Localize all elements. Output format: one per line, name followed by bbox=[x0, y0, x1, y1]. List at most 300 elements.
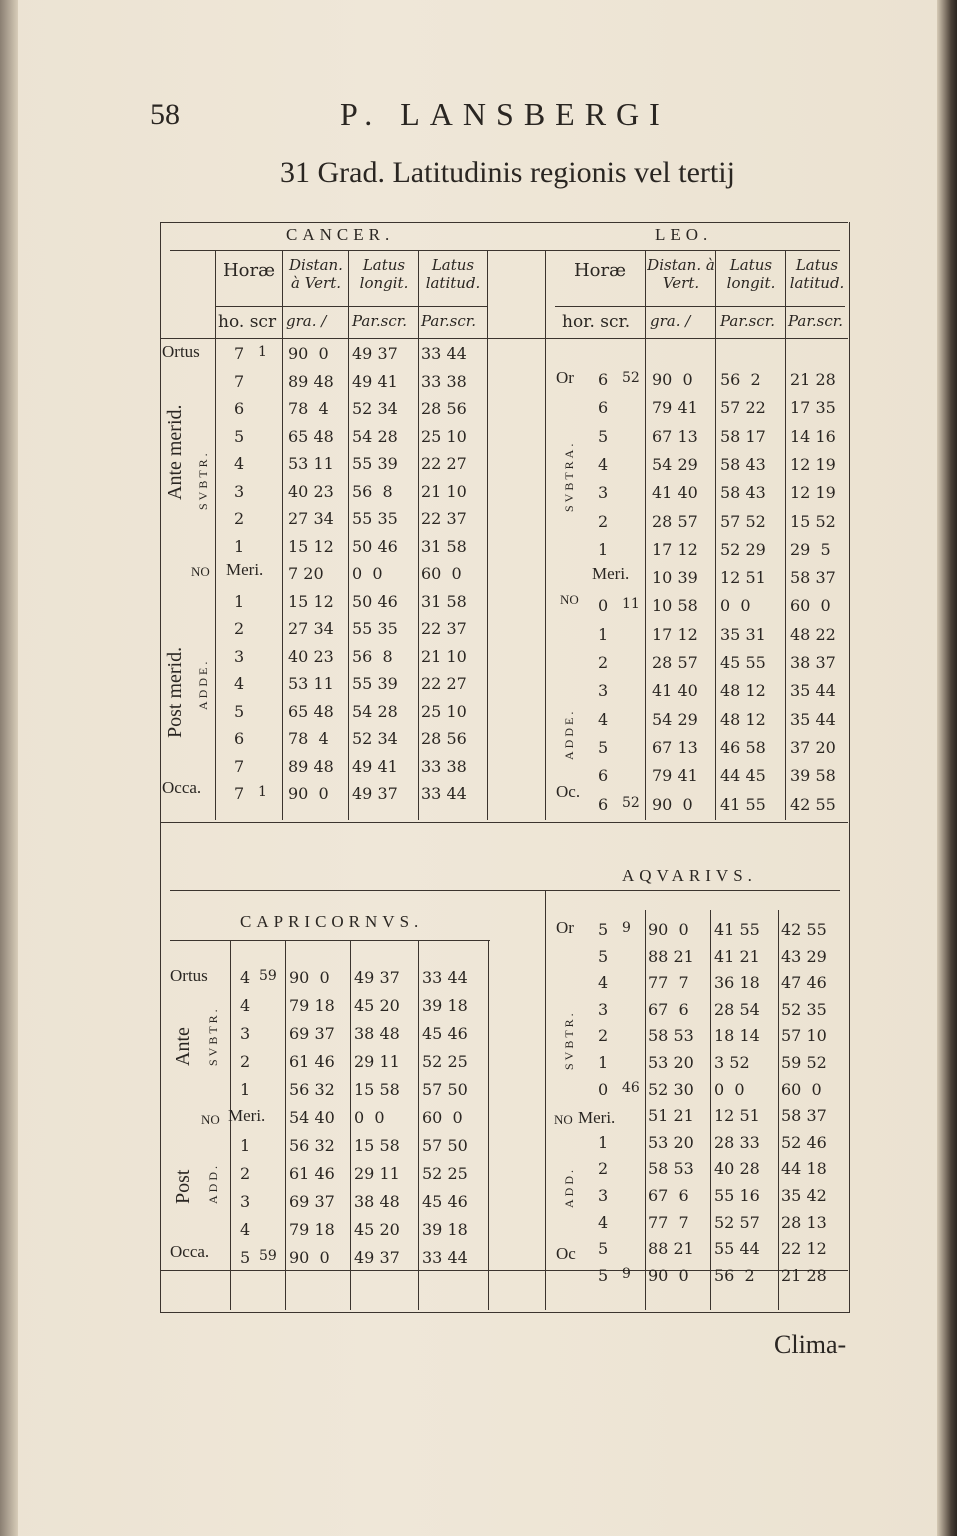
unit-par: Par.scr. bbox=[421, 312, 477, 330]
capricornus-cell: 49 37 bbox=[354, 1248, 400, 1267]
capricornus-cell: 15 58 bbox=[354, 1136, 400, 1155]
rule bbox=[785, 250, 786, 820]
aquarius-cell: 22 12 bbox=[781, 1239, 827, 1259]
leo-cell: 2 bbox=[598, 511, 609, 531]
capricornus-cell: 3 bbox=[240, 1192, 251, 1211]
capricornus-cell: 4 bbox=[240, 968, 251, 987]
label-meri: Meri. bbox=[578, 1108, 616, 1127]
rule bbox=[545, 890, 546, 1310]
aquarius-cell: 77 7 bbox=[648, 973, 689, 993]
cancer-cell: 52 34 bbox=[352, 399, 398, 418]
capricornus-cell: 1 bbox=[240, 1136, 251, 1155]
aquarius-cell: 55 16 bbox=[714, 1186, 760, 1205]
rule bbox=[215, 306, 487, 307]
capricornus-cell: 90 0 bbox=[289, 968, 330, 987]
cancer-cell: 21 10 bbox=[421, 481, 467, 501]
leo-cell: 41 40 bbox=[652, 681, 698, 701]
leo-cell: 17 12 bbox=[652, 539, 698, 559]
leo-cell: 10 58 bbox=[652, 596, 698, 616]
aquarius-cell: 52 46 bbox=[781, 1132, 827, 1152]
capricornus-cell: 49 37 bbox=[354, 968, 400, 987]
aquarius-cell: 44 18 bbox=[781, 1159, 827, 1179]
unit-par: Par.scr. bbox=[788, 312, 844, 330]
capricornus-cell: 79 18 bbox=[289, 996, 335, 1015]
label-oc: Oc bbox=[556, 1244, 576, 1263]
aquarius-cell: 12 51 bbox=[714, 1106, 760, 1126]
rule bbox=[488, 940, 489, 1310]
cancer-cell: 27 34 bbox=[288, 619, 334, 638]
rule bbox=[170, 940, 490, 941]
aquarius-cell: 0 0 bbox=[714, 1079, 745, 1099]
aquarius-cell: 88 21 bbox=[648, 946, 694, 966]
cancer-cell: 40 23 bbox=[288, 646, 334, 666]
cancer-cell: 2 bbox=[234, 509, 245, 528]
cancer-cell: 55 39 bbox=[352, 674, 398, 693]
label-meri: Meri. bbox=[228, 1106, 266, 1125]
label-meri: Meri. bbox=[226, 560, 264, 579]
leo-cell: 58 43 bbox=[720, 483, 766, 503]
leo-cell: 5 bbox=[598, 426, 609, 446]
rule bbox=[555, 306, 845, 307]
leo-cell: 37 20 bbox=[790, 737, 836, 757]
cancer-cell: 89 48 bbox=[288, 371, 334, 391]
leo-cell: 10 39 bbox=[652, 568, 698, 588]
cancer-cell: 55 35 bbox=[352, 619, 398, 638]
cancer-cell: 7 bbox=[234, 784, 245, 803]
aquarius-cell: 59 52 bbox=[781, 1053, 827, 1072]
cancer-cell: 15 12 bbox=[288, 591, 334, 611]
table-title: 31 Grad. Latitudinis regionis vel tertij bbox=[280, 156, 735, 189]
rule bbox=[418, 940, 419, 1310]
cancer-cell: 65 48 bbox=[288, 701, 334, 721]
col-horae: Horæ bbox=[222, 260, 276, 281]
col-horae: Horæ bbox=[573, 260, 627, 281]
label-or: Or bbox=[556, 368, 574, 387]
label-occa: Occa. bbox=[170, 1242, 210, 1261]
capricornus-cell: 2 bbox=[240, 1052, 251, 1071]
rule bbox=[170, 890, 840, 891]
capricornus-cell: 5 bbox=[240, 1248, 251, 1267]
cancer-cell: 60 0 bbox=[421, 564, 462, 583]
leo-cell: 41 40 bbox=[652, 483, 698, 503]
col-longit: Latus longit. bbox=[726, 256, 776, 292]
aquarius-cell: 1 bbox=[598, 1132, 609, 1152]
leo-cell: 54 29 bbox=[652, 709, 698, 729]
aquarius-cell: 46 bbox=[622, 1079, 640, 1096]
capricornus-cell: 45 20 bbox=[354, 996, 400, 1015]
cancer-cell: 54 28 bbox=[352, 701, 398, 721]
capricornus-cell: 79 18 bbox=[289, 1220, 335, 1239]
capricornus-cell: 52 25 bbox=[422, 1052, 468, 1071]
cancer-cell: 4 bbox=[234, 674, 245, 693]
cancer-cell: 56 8 bbox=[352, 646, 393, 666]
cancer-cell: 31 58 bbox=[421, 591, 467, 611]
binding-shadow bbox=[0, 0, 18, 1536]
cancer-cell: 50 46 bbox=[352, 591, 398, 611]
aquarius-cell: 47 46 bbox=[781, 973, 827, 993]
label-subtr: SVBTR. bbox=[196, 450, 210, 510]
leo-cell: 0 0 bbox=[720, 596, 751, 616]
leo-cell: 58 37 bbox=[790, 568, 836, 588]
capricornus-cell: 56 32 bbox=[289, 1080, 335, 1099]
cancer-cell: 7 20 bbox=[288, 564, 324, 583]
label-ortus: Ortus bbox=[170, 966, 208, 985]
leo-cell: 52 bbox=[622, 370, 640, 386]
leo-cell: 67 13 bbox=[652, 737, 698, 757]
capricornus-cell: 61 46 bbox=[289, 1052, 335, 1071]
label-occa: Occa. bbox=[162, 778, 202, 797]
capricornus-cell: 38 48 bbox=[354, 1192, 400, 1211]
label-no: NO bbox=[191, 564, 210, 579]
capricornus-cell: 1 bbox=[240, 1080, 251, 1099]
leo-cell: 6 bbox=[598, 794, 609, 814]
aquarius-cell: 5 bbox=[598, 920, 609, 939]
leo-cell: 57 52 bbox=[720, 511, 766, 531]
aquarius-cell: 43 29 bbox=[781, 946, 827, 966]
cancer-cell: 55 39 bbox=[352, 454, 398, 473]
label-ante: Ante bbox=[172, 1027, 194, 1066]
cancer-cell: 49 41 bbox=[352, 371, 398, 391]
cancer-cell: 33 38 bbox=[421, 371, 467, 391]
aquarius-cell: 77 7 bbox=[648, 1212, 689, 1232]
col-latitud: Latus latitud. bbox=[425, 256, 481, 292]
cancer-cell: 1 bbox=[234, 591, 245, 611]
aquarius-cell: 41 55 bbox=[714, 920, 760, 939]
capricornus-cell: 60 0 bbox=[422, 1108, 463, 1127]
capricornus-cell: 69 37 bbox=[289, 1024, 335, 1043]
leo-cell: 28 57 bbox=[652, 511, 698, 531]
leo-cell: 35 44 bbox=[790, 709, 836, 729]
capricornus-cell: 4 bbox=[240, 996, 251, 1015]
cancer-cell: 27 34 bbox=[288, 509, 334, 528]
capricornus-cell: 61 46 bbox=[289, 1164, 335, 1183]
aquarius-cell: 1 bbox=[598, 1053, 609, 1072]
leo-cell: 17 35 bbox=[790, 398, 836, 418]
cancer-cell: 90 0 bbox=[288, 784, 329, 803]
cancer-cell: 65 48 bbox=[288, 426, 334, 446]
leo-cell: 48 22 bbox=[790, 624, 836, 644]
rule bbox=[778, 910, 779, 1310]
leo-cell: 11 bbox=[622, 596, 640, 613]
aquarius-cell: 36 18 bbox=[714, 973, 760, 993]
cancer-cell: 1 bbox=[258, 344, 267, 360]
capricornus-cell: 38 48 bbox=[354, 1024, 400, 1043]
cancer-cell: 52 34 bbox=[352, 729, 398, 748]
rule bbox=[645, 250, 646, 820]
leo-cell: 90 0 bbox=[652, 794, 693, 814]
leo-cell: 1 bbox=[598, 539, 609, 559]
cancer-cell: 22 27 bbox=[421, 454, 467, 473]
aquarius-cell: 28 54 bbox=[714, 999, 760, 1019]
aquarius-cell: 52 30 bbox=[648, 1079, 694, 1099]
rule bbox=[160, 338, 848, 339]
leo-cell: 17 12 bbox=[652, 624, 698, 644]
label-post-merid: Post merid. bbox=[164, 646, 186, 738]
cancer-cell: 89 48 bbox=[288, 756, 334, 776]
label-meri: Meri. bbox=[592, 564, 630, 583]
cancer-cell: 6 bbox=[234, 399, 245, 418]
leo-cell: 58 17 bbox=[720, 426, 766, 446]
leo-cell: 44 45 bbox=[720, 766, 766, 786]
aquarius-cell: 42 55 bbox=[781, 920, 827, 939]
capricornus-cell: 90 0 bbox=[289, 1248, 330, 1267]
leo-cell: 46 58 bbox=[720, 737, 766, 757]
aquarius-cell: 35 42 bbox=[781, 1186, 827, 1205]
capricornus-cell: 57 50 bbox=[422, 1080, 468, 1099]
unit-ho: ho. scr bbox=[218, 312, 277, 332]
cancer-cell: 33 44 bbox=[421, 344, 467, 363]
leo-cell: 48 12 bbox=[720, 681, 766, 701]
rule bbox=[285, 940, 286, 1310]
col-distan: Distan. à Vert. bbox=[647, 256, 715, 292]
aquarius-cell: 4 bbox=[598, 973, 609, 993]
aquarius-cell: 90 0 bbox=[648, 920, 689, 939]
cancer-cell: 0 0 bbox=[352, 564, 383, 583]
label-subtr: SVBTR. bbox=[206, 1006, 220, 1066]
cancer-cell: 25 10 bbox=[421, 701, 467, 721]
leo-cell: 28 57 bbox=[652, 653, 698, 672]
cancer-cell: 78 4 bbox=[288, 729, 329, 748]
capricornus-cell: 59 bbox=[259, 968, 277, 984]
leo-cell: 5 bbox=[598, 737, 609, 757]
cancer-cell: 31 58 bbox=[421, 536, 467, 556]
capricornus-cell: 52 25 bbox=[422, 1164, 468, 1183]
leo-cell: 1 bbox=[598, 624, 609, 644]
cancer-cell: 5 bbox=[234, 426, 245, 446]
capricornus-cell: 45 46 bbox=[422, 1192, 468, 1211]
cancer-cell: 5 bbox=[234, 701, 245, 721]
capricornus-cell: 69 37 bbox=[289, 1192, 335, 1211]
aquarius-cell: 58 53 bbox=[648, 1159, 694, 1179]
capricornus-cell: 45 20 bbox=[354, 1220, 400, 1239]
leo-cell: 6 bbox=[598, 370, 609, 389]
capricornus-cell: 29 11 bbox=[354, 1164, 400, 1183]
leo-cell: 4 bbox=[598, 709, 609, 729]
cancer-cell: 90 0 bbox=[288, 344, 329, 363]
capricornus-cell: 33 44 bbox=[422, 1248, 468, 1267]
capricornus-cell: 39 18 bbox=[422, 1220, 468, 1239]
label-subtra: SVBTRA. bbox=[562, 440, 576, 512]
leo-cell: 79 41 bbox=[652, 766, 698, 786]
label-post: Post bbox=[172, 1169, 194, 1204]
cancer-cell: 53 11 bbox=[288, 454, 334, 473]
aquarius-cell: 5 bbox=[598, 1265, 609, 1285]
rule bbox=[545, 250, 546, 820]
capricornus-cell: 57 50 bbox=[422, 1136, 468, 1155]
rule bbox=[170, 250, 840, 251]
label-no: NO bbox=[554, 1112, 573, 1127]
leo-cell: 12 19 bbox=[790, 483, 836, 503]
rule bbox=[160, 222, 848, 223]
rule bbox=[282, 250, 283, 820]
aquarius-cell: 3 bbox=[598, 999, 609, 1019]
capricornus-cell: 2 bbox=[240, 1164, 251, 1183]
cancer-cell: 55 35 bbox=[352, 509, 398, 528]
cancer-cell: 50 46 bbox=[352, 536, 398, 556]
leo-cell: 14 16 bbox=[790, 426, 836, 446]
capricornus-cell: 59 bbox=[259, 1248, 277, 1264]
leo-cell: 45 55 bbox=[720, 653, 766, 672]
leo-cell: 41 55 bbox=[720, 794, 766, 814]
cancer-cell: 78 4 bbox=[288, 399, 329, 418]
aquarius-cell: 28 33 bbox=[714, 1132, 760, 1152]
cancer-cell: 25 10 bbox=[421, 426, 467, 446]
aquarius-cell: 53 20 bbox=[648, 1132, 694, 1152]
sign-heading-capricornus: CAPRICORNVS. bbox=[240, 912, 424, 931]
label-ante-merid: Ante merid. bbox=[164, 404, 186, 500]
leo-cell: 21 28 bbox=[790, 370, 836, 389]
leo-cell: 57 22 bbox=[720, 398, 766, 418]
label-ortus: Ortus bbox=[162, 342, 200, 361]
leo-cell: 54 29 bbox=[652, 454, 698, 474]
aquarius-cell: 88 21 bbox=[648, 1239, 694, 1259]
leo-cell: 6 bbox=[598, 766, 609, 786]
capricornus-cell: 29 11 bbox=[354, 1052, 400, 1071]
rule bbox=[350, 940, 351, 1310]
capricornus-cell: 54 40 bbox=[289, 1108, 335, 1127]
capricornus-cell: 56 32 bbox=[289, 1136, 335, 1155]
leo-cell: 3 bbox=[598, 681, 609, 701]
aquarius-cell: 41 21 bbox=[714, 946, 760, 966]
rule bbox=[710, 910, 711, 1310]
label-adde: ADDE. bbox=[196, 658, 210, 710]
aquarius-cell: 55 44 bbox=[714, 1239, 760, 1259]
cancer-cell: 28 56 bbox=[421, 729, 467, 748]
aquarius-cell: 57 10 bbox=[781, 1026, 827, 1046]
cancer-cell: 54 28 bbox=[352, 426, 398, 446]
unit-par: Par.scr. bbox=[720, 312, 776, 330]
leo-cell: 42 55 bbox=[790, 794, 836, 814]
capricornus-cell: 3 bbox=[240, 1024, 251, 1043]
leo-cell: 35 44 bbox=[790, 681, 836, 701]
leo-cell: 60 0 bbox=[790, 596, 831, 616]
leo-cell: 29 5 bbox=[790, 539, 831, 559]
cancer-cell: 53 11 bbox=[288, 674, 334, 693]
leo-cell: 48 12 bbox=[720, 709, 766, 729]
catchword: Clima- bbox=[774, 1330, 847, 1359]
aquarius-cell: 18 14 bbox=[714, 1026, 760, 1046]
cancer-cell: 7 bbox=[234, 344, 245, 363]
leo-cell: 52 29 bbox=[720, 539, 766, 559]
cancer-cell: 22 37 bbox=[421, 619, 467, 638]
leo-cell: 56 2 bbox=[720, 370, 761, 389]
leo-cell: 6 bbox=[598, 398, 609, 418]
cancer-cell: 4 bbox=[234, 454, 245, 473]
leo-cell: 4 bbox=[598, 454, 609, 474]
cancer-cell: 49 37 bbox=[352, 344, 398, 363]
label-or: Or bbox=[556, 918, 574, 937]
leo-cell: 38 37 bbox=[790, 653, 836, 672]
aquarius-cell: 58 37 bbox=[781, 1106, 827, 1126]
label-add: ADD. bbox=[562, 1167, 576, 1208]
cancer-cell: 33 44 bbox=[421, 784, 467, 803]
cancer-cell: 3 bbox=[234, 646, 245, 666]
sign-heading-leo: LEO. bbox=[655, 225, 713, 244]
capricornus-cell: 39 18 bbox=[422, 996, 468, 1015]
leo-cell: 12 19 bbox=[790, 454, 836, 474]
sign-heading-cancer: CANCER. bbox=[286, 225, 395, 244]
cancer-cell: 1 bbox=[258, 784, 267, 800]
leo-cell: 12 51 bbox=[720, 568, 766, 588]
aquarius-cell: 60 0 bbox=[781, 1079, 822, 1099]
cancer-cell: 22 37 bbox=[421, 509, 467, 528]
aquarius-cell: 2 bbox=[598, 1026, 609, 1046]
leo-cell: 67 13 bbox=[652, 426, 698, 446]
aquarius-cell: 9 bbox=[622, 1265, 631, 1282]
capricornus-cell: 15 58 bbox=[354, 1080, 400, 1099]
capricornus-cell: 33 44 bbox=[422, 968, 468, 987]
aquarius-cell: 90 0 bbox=[648, 1265, 689, 1285]
leo-cell: 2 bbox=[598, 653, 609, 672]
cancer-cell: 33 38 bbox=[421, 756, 467, 776]
aquarius-cell: 51 21 bbox=[648, 1106, 694, 1126]
aquarius-cell: 56 2 bbox=[714, 1265, 755, 1285]
aquarius-cell: 53 20 bbox=[648, 1053, 694, 1072]
aquarius-cell: 21 28 bbox=[781, 1265, 827, 1285]
label-adde: ADDE. bbox=[562, 708, 576, 760]
rule bbox=[418, 250, 419, 820]
cancer-cell: 15 12 bbox=[288, 536, 334, 556]
aquarius-cell: 52 57 bbox=[714, 1212, 760, 1232]
unit-gra: gra. / bbox=[650, 312, 691, 330]
page-edge bbox=[937, 0, 957, 1536]
aquarius-cell: 3 bbox=[598, 1186, 609, 1205]
unit-hor: hor. scr. bbox=[562, 312, 631, 332]
cancer-cell: 6 bbox=[234, 729, 245, 748]
label-no: NO bbox=[201, 1112, 220, 1127]
aquarius-cell: 3 52 bbox=[714, 1053, 750, 1072]
label-oc: Oc. bbox=[556, 782, 581, 801]
label-subtr: SVBTR. bbox=[562, 1010, 576, 1070]
unit-par: Par.scr. bbox=[352, 312, 408, 330]
unit-gra: gra. / bbox=[286, 312, 327, 330]
leo-cell: 3 bbox=[598, 483, 609, 503]
rule bbox=[645, 910, 646, 1310]
col-longit: Latus longit. bbox=[359, 256, 409, 292]
aquarius-cell: 52 35 bbox=[781, 999, 827, 1019]
cancer-cell: 7 bbox=[234, 756, 245, 776]
aquarius-cell: 67 6 bbox=[648, 1186, 689, 1205]
cancer-cell: 7 bbox=[234, 371, 245, 391]
rule bbox=[348, 250, 349, 820]
cancer-cell: 40 23 bbox=[288, 481, 334, 501]
running-head-author: P. LANSBERGI bbox=[340, 96, 670, 132]
capricornus-cell: 45 46 bbox=[422, 1024, 468, 1043]
leo-cell: 90 0 bbox=[652, 370, 693, 389]
leo-cell: 15 52 bbox=[790, 511, 836, 531]
col-latitud: Latus latitud. bbox=[789, 256, 845, 292]
aquarius-cell: 5 bbox=[598, 1239, 609, 1259]
rule bbox=[160, 822, 848, 823]
capricornus-cell: 4 bbox=[240, 1220, 251, 1239]
cancer-cell: 22 27 bbox=[421, 674, 467, 693]
aquarius-cell: 2 bbox=[598, 1159, 609, 1179]
cancer-cell: 49 37 bbox=[352, 784, 398, 803]
aquarius-cell: 40 28 bbox=[714, 1159, 760, 1179]
rule bbox=[487, 250, 488, 820]
leo-cell: 39 58 bbox=[790, 766, 836, 786]
cancer-cell: 28 56 bbox=[421, 399, 467, 418]
rule bbox=[215, 250, 216, 820]
aquarius-cell: 4 bbox=[598, 1212, 609, 1232]
aquarius-cell: 67 6 bbox=[648, 999, 689, 1019]
aquarius-cell: 5 bbox=[598, 946, 609, 966]
cancer-cell: 56 8 bbox=[352, 481, 393, 501]
page-number: 58 bbox=[150, 98, 180, 131]
leo-cell: 52 bbox=[622, 794, 640, 811]
aquarius-cell: 0 bbox=[598, 1079, 609, 1099]
capricornus-cell: 0 0 bbox=[354, 1108, 385, 1127]
